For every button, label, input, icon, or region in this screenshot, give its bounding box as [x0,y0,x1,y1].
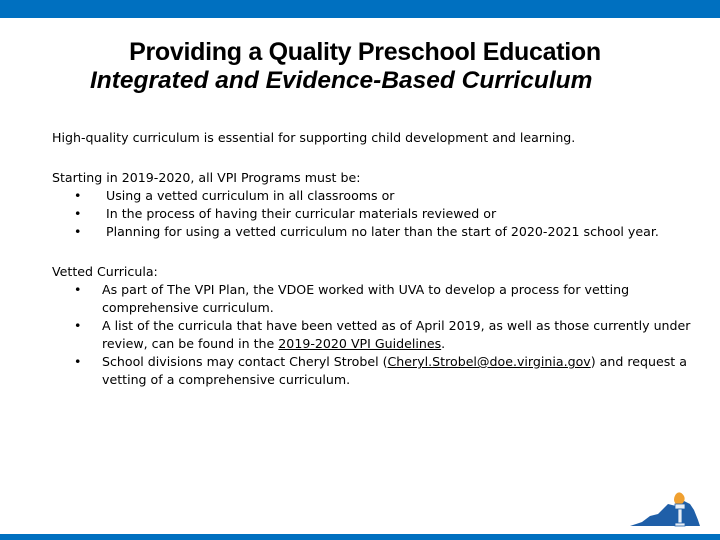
item-text: ) and request a vetting of a comprehensive curriculum. [102,354,687,387]
list-item: • In the process of having their curricular materials reviewed or [52,205,692,223]
intro-text: High-quality curriculum is essential for supporting child development and learning. [52,130,576,145]
list-item: • Planning for using a vetted curriculum no later than the start of 2020-2021 school year. [52,223,692,241]
item-text: A list of the curricula that have been vetted as of April 2019, as well as those currently under review, can be found in the [102,318,691,351]
section1-heading: Starting in 2019-2020, all VPI Programs must be: [52,170,361,185]
section2-heading: Vetted Curricula: [52,264,158,279]
top-banner [0,0,720,18]
list-item [52,317,692,353]
list-item [52,353,692,389]
bottom-banner [0,534,720,540]
guidelines-link[interactable]: 2019-2020 VPI Guidelines [278,336,442,351]
list-item: • Using a vetted curriculum in all classrooms or [52,187,692,205]
section2-list [52,281,692,389]
email-link[interactable]: Cheryl.Strobel@doe.virginia.gov [387,354,591,369]
slide-title: Providing a Quality Preschool Education [129,38,601,66]
slide-subtitle: Integrated and Evidence-Based Curriculum [90,67,593,94]
item-text: School divisions may contact Cheryl Strobel ( [102,354,388,369]
list-item: • As part of The VPI Plan, the VDOE worked with UVA to develop a process for vetting comprehensive curriculum. [52,281,692,317]
virginia-torch-logo-icon [628,490,710,530]
section1-list [52,187,692,241]
slide-body [52,129,692,389]
item-text: . [441,336,446,351]
